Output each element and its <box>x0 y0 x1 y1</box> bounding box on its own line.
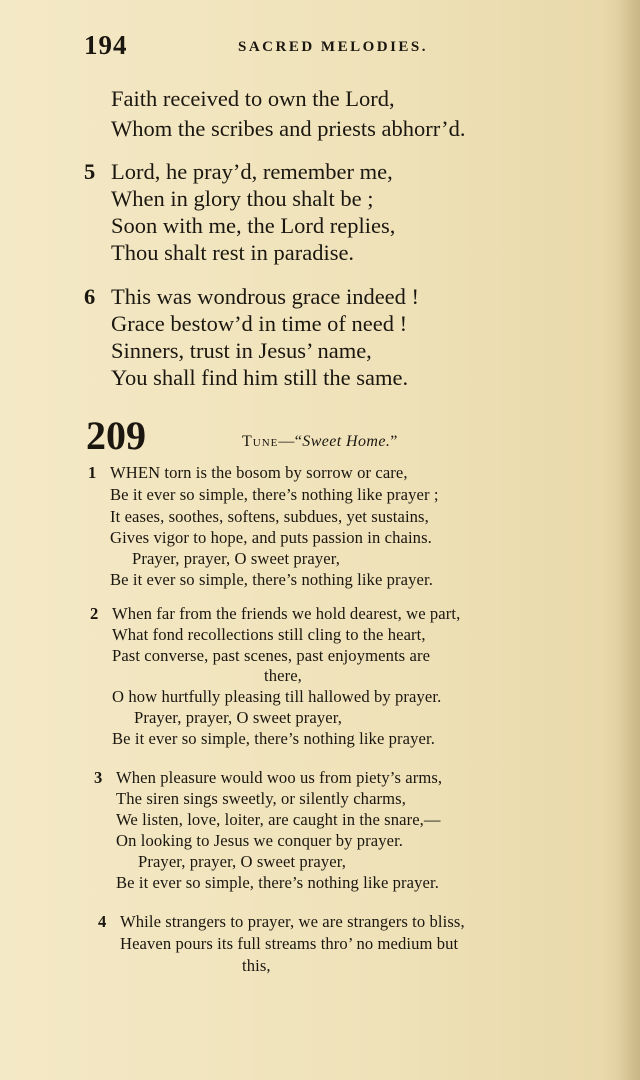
verse-line: On looking to Jesus we conquer by prayer. <box>116 831 404 850</box>
verse-line: We listen, love, loiter, are caught in the snare,— <box>116 810 441 829</box>
tune-name: Sweet Home. <box>302 433 391 450</box>
refrain-line: Prayer, prayer, O sweet prayer, <box>132 549 340 568</box>
hymn-number: 209 <box>86 413 146 458</box>
refrain-line: Be it ever so simple, there’s nothing like prayer. <box>110 570 433 589</box>
verse-line: This was wondrous grace indeed ! <box>111 284 420 309</box>
stanza-number: 3 <box>94 768 103 787</box>
tune-label: Tune <box>242 433 279 450</box>
verse-line: Gives vigor to hope, and puts passion in chains. <box>110 528 432 547</box>
verse-line: Be it ever so simple, there’s nothing like prayer ; <box>110 485 439 504</box>
refrain-line: Prayer, prayer, O sweet prayer, <box>138 852 346 871</box>
verse-line: WHEN torn is the bosom by sorrow or care, <box>110 463 408 482</box>
stanza-number: 4 <box>98 912 107 931</box>
verse-line: O how hurtfully pleasing till hallowed by prayer. <box>112 687 442 706</box>
verse-line: You shall find him still the same. <box>111 365 409 390</box>
stanza-number: 5 <box>84 159 96 184</box>
verse-line: Grace bestow’d in time of need ! <box>111 311 408 336</box>
verse-line-continued: there, <box>264 666 302 685</box>
verse-line: It eases, soothes, softens, subdues, yet sustains, <box>110 507 429 526</box>
page-edge-shadow <box>618 0 640 1080</box>
verse-line: Sinners, trust in Jesus’ name, <box>111 338 372 363</box>
verse-line: Whom the scribes and priests abhorr’d. <box>111 116 466 141</box>
stanza-number: 6 <box>84 284 96 309</box>
stanza-number: 1 <box>88 463 97 482</box>
tune-separator: —“ <box>278 433 303 450</box>
refrain-line: Be it ever so simple, there’s nothing like prayer. <box>116 873 439 892</box>
verse-line: When in glory thou shalt be ; <box>111 186 374 211</box>
running-title: SACRED MELODIES. <box>238 39 429 55</box>
verse-line: Lord, he pray’d, remember me, <box>111 159 393 184</box>
tune-heading <box>242 433 398 451</box>
verse-line: When pleasure would woo us from piety’s arms, <box>116 768 443 787</box>
stanza-number: 2 <box>90 604 99 623</box>
verse-line: Heaven pours its full streams thro’ no medium but <box>120 934 459 953</box>
verse-line: Thou shalt rest in paradise. <box>111 240 355 265</box>
refrain-line: Prayer, prayer, O sweet prayer, <box>134 708 342 727</box>
verse-line: Past converse, past scenes, past enjoyments are <box>112 646 431 665</box>
verse-line: While strangers to prayer, we are strangers to bliss, <box>120 912 465 931</box>
verse-line: What fond recollections still cling to the heart, <box>112 625 426 644</box>
page-header <box>84 30 604 70</box>
verse-line-continued: this, <box>242 956 271 975</box>
refrain-line: Be it ever so simple, there’s nothing like prayer. <box>112 729 435 748</box>
verse-line: Soon with me, the Lord replies, <box>111 213 396 238</box>
verse-line: Faith received to own the Lord, <box>111 86 395 111</box>
page-number: 194 <box>84 30 128 60</box>
verse-line: The siren sings sweetly, or silently charms, <box>116 789 406 808</box>
verse-line: When far from the friends we hold dearest, we part, <box>112 604 461 623</box>
tune-close-quote: ” <box>390 433 398 450</box>
